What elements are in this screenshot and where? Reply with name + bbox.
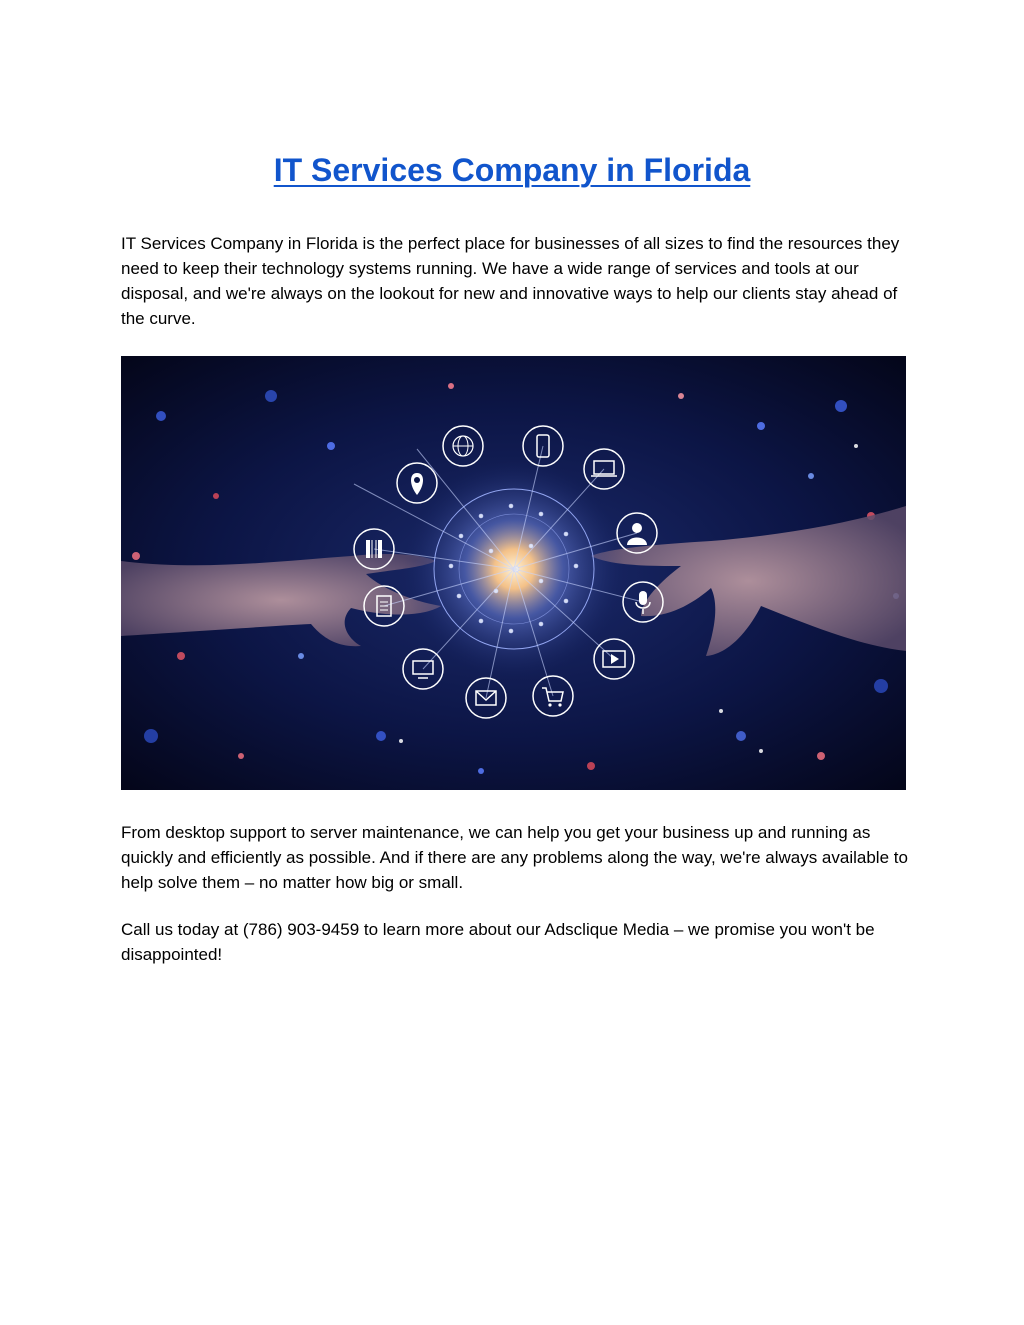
intro-paragraph: IT Services Company in Florida is the perfect place for businesses of all sizes to find the resources they need to keep their technology systems running. We have a wide range of services and tools at our disposal, and we're always on the lookout for new and innovative ways to help our clients stay ahead of the curve. xyxy=(121,234,900,328)
support-paragraph: From desktop support to server maintenance, we can help you get your business up and running as quickly and efficiently as possible. And if there are any problems along the way, we're always available to help solve them – no matter how big or small. xyxy=(121,823,908,892)
hero-image xyxy=(121,356,906,790)
page-title-link[interactable]: IT Services Company in Florida xyxy=(273,152,751,188)
cta-paragraph: Call us today at (786) 903-9459 to learn more about our Adsclique Media – we promise you won't be disappointed! xyxy=(121,920,875,964)
